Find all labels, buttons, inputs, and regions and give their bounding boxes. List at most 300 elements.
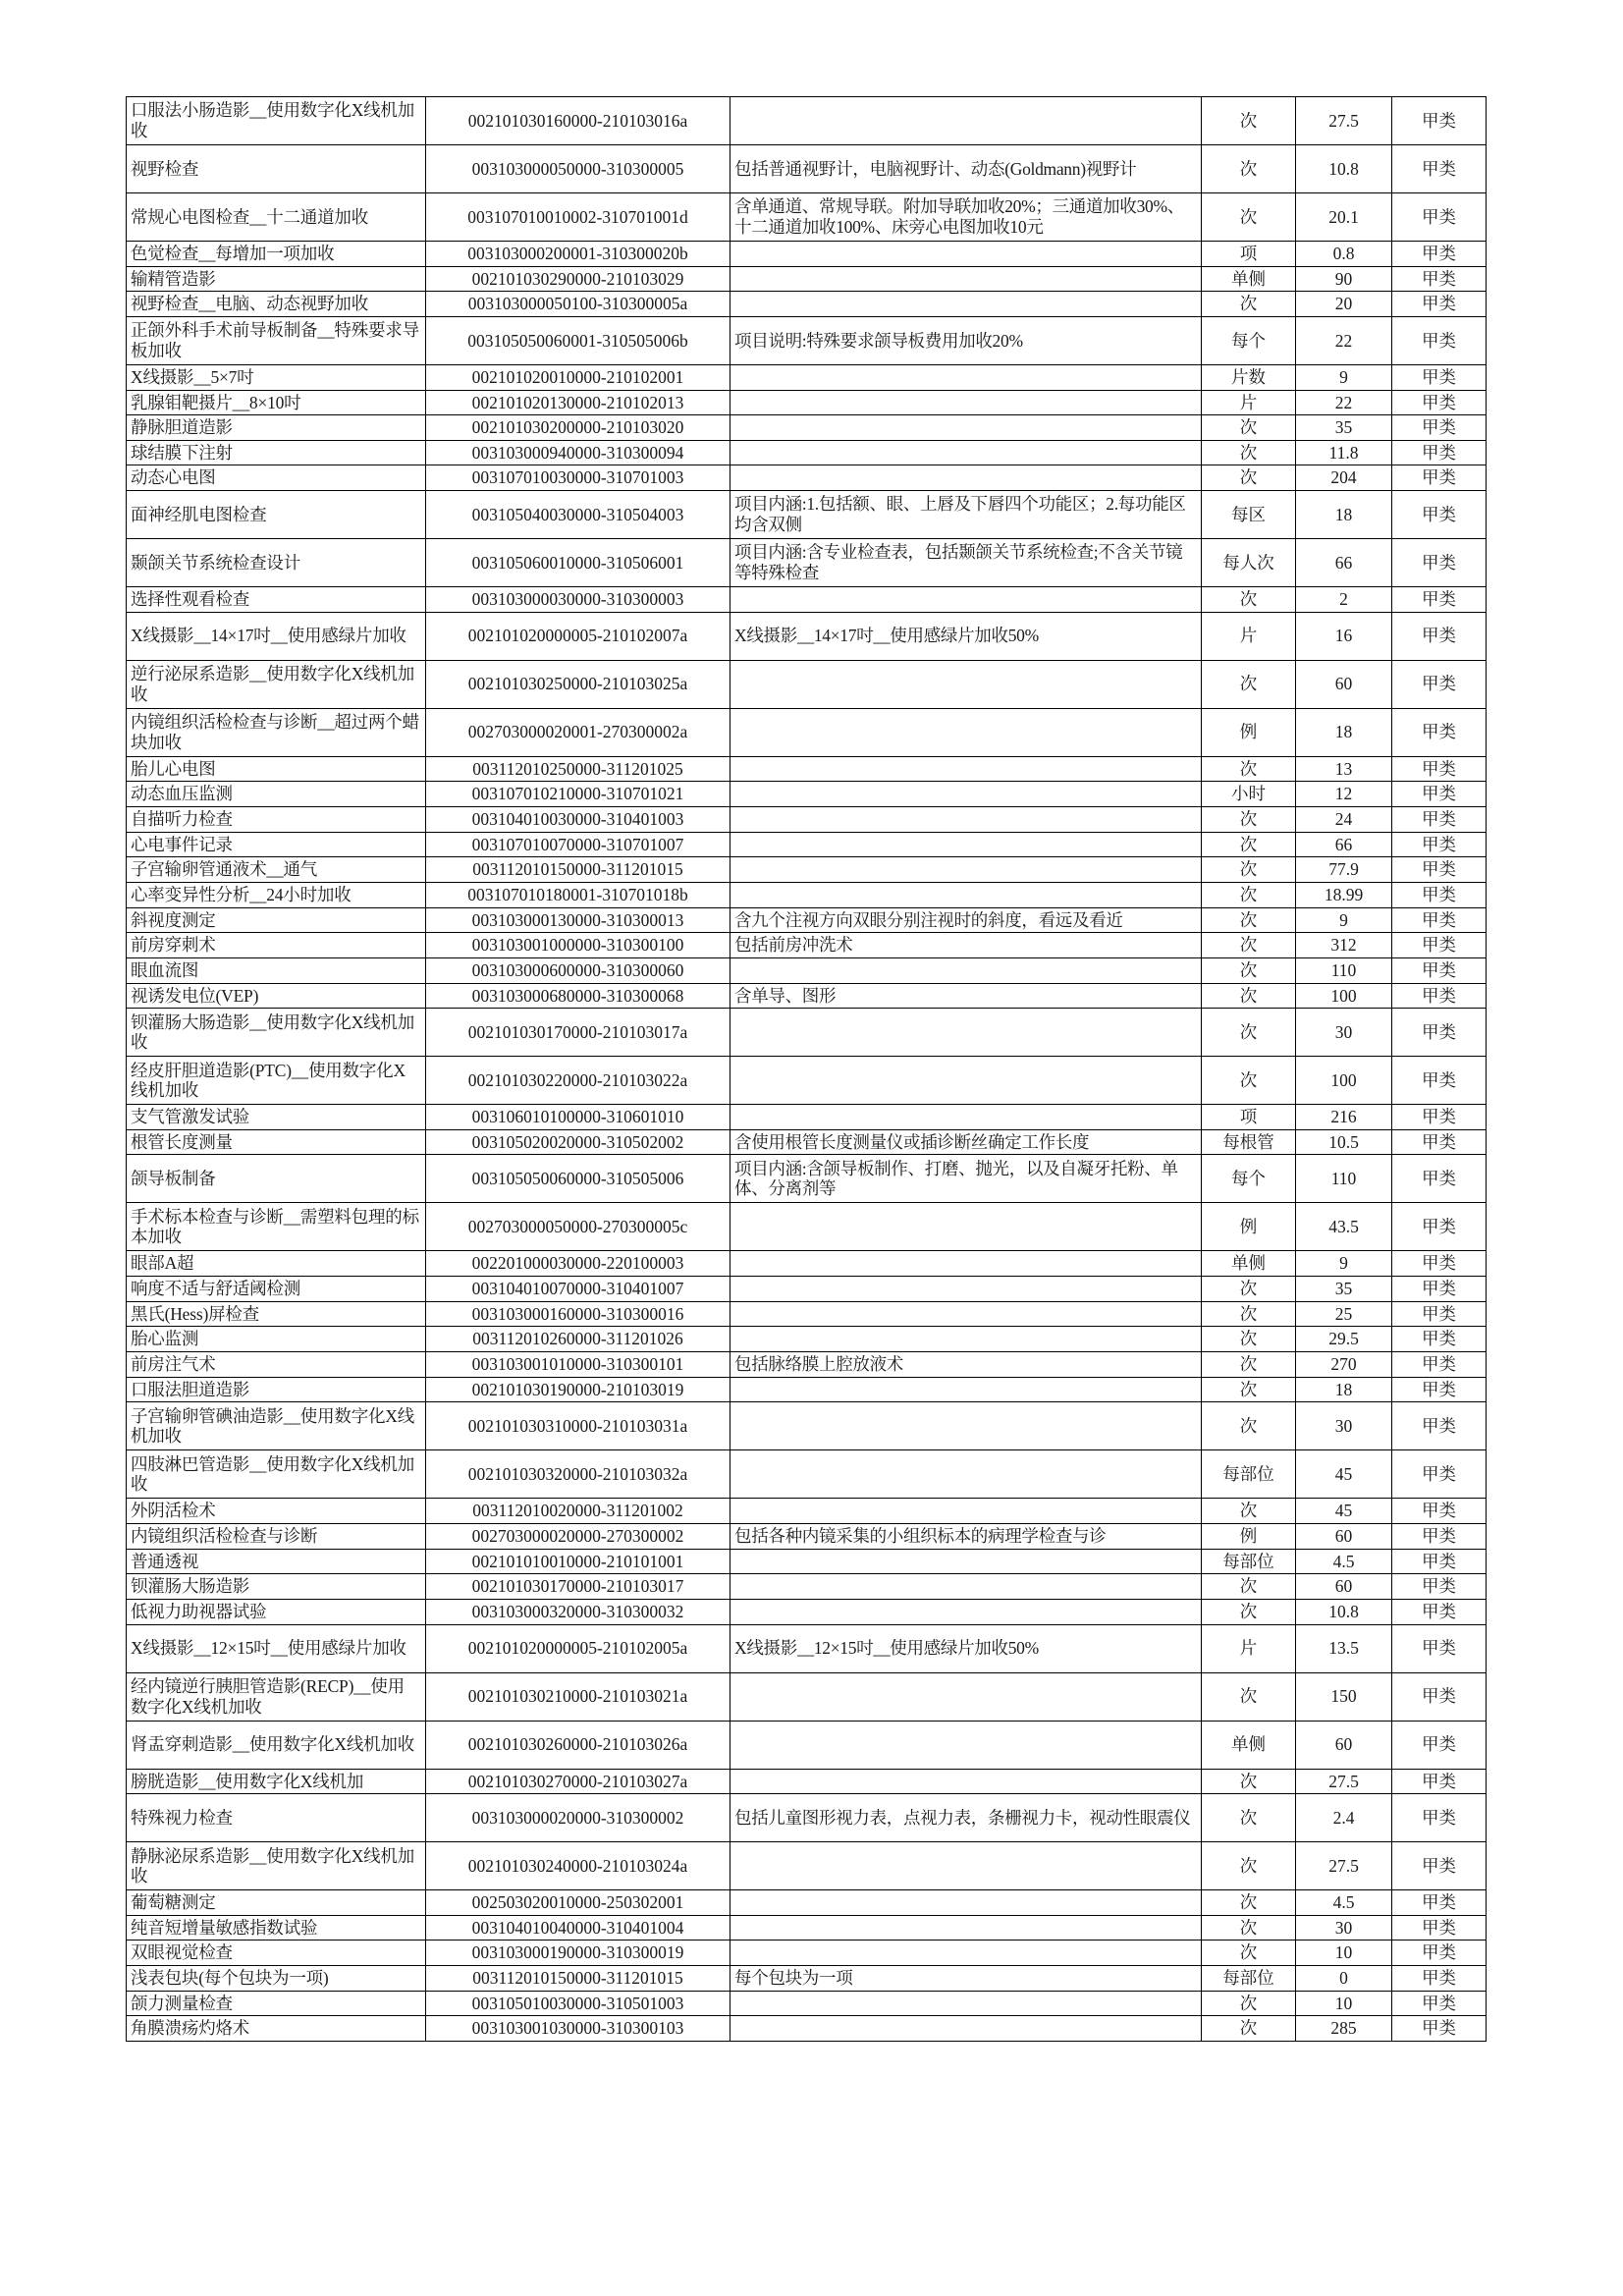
cell-unit: 每根管	[1202, 1129, 1296, 1155]
cell-name: X线摄影__12×15吋__使用感绿片加收	[127, 1624, 426, 1672]
cell-price: 30	[1296, 1009, 1392, 1057]
cell-name: 心率变异性分析__24小时加收	[127, 882, 426, 907]
cell-price: 13.5	[1296, 1624, 1392, 1672]
cell-desc	[730, 1057, 1202, 1105]
cell-class: 甲类	[1392, 1941, 1487, 1966]
cell-code: 003104010040000-310401004	[426, 1915, 730, 1941]
cell-code: 003103000940000-310300094	[426, 440, 730, 465]
cell-name: 口服法小肠造影__使用数字化X线机加收	[127, 97, 426, 145]
cell-price: 90	[1296, 266, 1392, 292]
cell-price: 18	[1296, 708, 1392, 756]
cell-price: 13	[1296, 756, 1392, 782]
cell-class: 甲类	[1392, 1277, 1487, 1302]
cell-desc	[730, 1599, 1202, 1624]
cell-desc	[730, 1499, 1202, 1524]
cell-class: 甲类	[1392, 539, 1487, 587]
cell-desc: 项目说明:特殊要求颌导板费用加收20%	[730, 316, 1202, 364]
table-row	[127, 364, 1487, 390]
cell-code: 002101030170000-210103017	[426, 1574, 730, 1600]
cell-unit: 次	[1202, 933, 1296, 958]
cell-price: 110	[1296, 957, 1392, 983]
cell-price: 60	[1296, 1523, 1392, 1549]
cell-price: 10.8	[1296, 1599, 1392, 1624]
cell-unit: 次	[1202, 465, 1296, 491]
cell-desc	[730, 1769, 1202, 1794]
cell-class: 甲类	[1392, 1377, 1487, 1402]
table-row	[127, 832, 1487, 857]
table-row	[127, 316, 1487, 364]
cell-name: 四肢淋巴管造影__使用数字化X线机加收	[127, 1450, 426, 1499]
cell-desc	[730, 1377, 1202, 1402]
cell-unit: 次	[1202, 1057, 1296, 1105]
table-row	[127, 242, 1487, 267]
cell-class: 甲类	[1392, 832, 1487, 857]
table-row	[127, 1402, 1487, 1450]
cell-desc	[730, 1890, 1202, 1916]
cell-name: 颌力测量检查	[127, 1991, 426, 2016]
cell-price: 100	[1296, 1057, 1392, 1105]
table-row	[127, 1499, 1487, 1524]
cell-class: 甲类	[1392, 1402, 1487, 1450]
cell-code: 002101030200000-210103020	[426, 415, 730, 441]
table-row	[127, 1991, 1487, 2016]
cell-class: 甲类	[1392, 587, 1487, 613]
cell-unit: 次	[1202, 882, 1296, 907]
cell-desc	[730, 1915, 1202, 1941]
cell-code: 003112010150000-311201015	[426, 1966, 730, 1992]
cell-desc	[730, 1672, 1202, 1721]
cell-price: 9	[1296, 364, 1392, 390]
cell-price: 0	[1296, 1966, 1392, 1992]
cell-class: 甲类	[1392, 242, 1487, 267]
cell-unit: 小时	[1202, 782, 1296, 807]
cell-class: 甲类	[1392, 1203, 1487, 1251]
cell-name: 葡萄糖测定	[127, 1890, 426, 1916]
cell-class: 甲类	[1392, 708, 1487, 756]
cell-name: 特殊视力检查	[127, 1794, 426, 1842]
cell-code: 003107010180001-310701018b	[426, 882, 730, 907]
cell-code: 003103001030000-310300103	[426, 2016, 730, 2042]
cell-class: 甲类	[1392, 1251, 1487, 1277]
table-row	[127, 1941, 1487, 1966]
cell-price: 2	[1296, 587, 1392, 613]
cell-unit: 项	[1202, 1105, 1296, 1130]
cell-class: 甲类	[1392, 1549, 1487, 1574]
cell-code: 003103000130000-310300013	[426, 907, 730, 933]
cell-unit: 次	[1202, 1672, 1296, 1721]
table-row	[127, 266, 1487, 292]
cell-class: 甲类	[1392, 957, 1487, 983]
cell-name: 动态心电图	[127, 465, 426, 491]
cell-unit: 次	[1202, 1301, 1296, 1327]
table-row	[127, 415, 1487, 441]
table-row	[127, 193, 1487, 242]
cell-price: 312	[1296, 933, 1392, 958]
cell-price: 9	[1296, 907, 1392, 933]
cell-code: 002703000020001-270300002a	[426, 708, 730, 756]
cell-code: 003104010030000-310401003	[426, 807, 730, 833]
cell-unit: 片数	[1202, 364, 1296, 390]
table-row	[127, 756, 1487, 782]
cell-name: 球结膜下注射	[127, 440, 426, 465]
cell-name: 浅表包块(每个包块为一项)	[127, 1966, 426, 1992]
table-row	[127, 1794, 1487, 1842]
cell-class: 甲类	[1392, 292, 1487, 317]
cell-unit: 每部位	[1202, 1450, 1296, 1499]
table-row	[127, 1574, 1487, 1600]
cell-name: 子宫输卵管碘油造影__使用数字化X线机加收	[127, 1402, 426, 1450]
cell-desc: 包括前房冲洗术	[730, 933, 1202, 958]
table-row	[127, 1523, 1487, 1549]
cell-unit: 次	[1202, 807, 1296, 833]
cell-code: 002101030220000-210103022a	[426, 1057, 730, 1105]
cell-unit: 次	[1202, 1599, 1296, 1624]
table-row	[127, 2016, 1487, 2042]
cell-unit: 次	[1202, 756, 1296, 782]
cell-unit: 每部位	[1202, 1549, 1296, 1574]
cell-code: 003107010210000-310701021	[426, 782, 730, 807]
cell-unit: 次	[1202, 440, 1296, 465]
cell-unit: 次	[1202, 1377, 1296, 1402]
cell-price: 35	[1296, 415, 1392, 441]
cell-code: 002101030160000-210103016a	[426, 97, 730, 145]
cell-name: 选择性观看检查	[127, 587, 426, 613]
cell-desc: 项目内涵:含颌导板制作、打磨、抛光，以及自凝牙托粉、单体、分离剂等	[730, 1155, 1202, 1203]
cell-price: 20	[1296, 292, 1392, 317]
cell-code: 002503020010000-250302001	[426, 1890, 730, 1916]
cell-code: 003112010260000-311201026	[426, 1327, 730, 1352]
cell-price: 77.9	[1296, 857, 1392, 883]
cell-price: 10.8	[1296, 145, 1392, 193]
cell-code: 003103000320000-310300032	[426, 1599, 730, 1624]
cell-unit: 次	[1202, 587, 1296, 613]
cell-class: 甲类	[1392, 1057, 1487, 1105]
cell-code: 003105050060001-310505006b	[426, 316, 730, 364]
cell-desc	[730, 440, 1202, 465]
cell-name: 眼血流图	[127, 957, 426, 983]
cell-desc: 含单通道、常规导联。附加导联加收20%；三通道加收30%、十二通道加收100%、床旁心电图加收10元	[730, 193, 1202, 242]
cell-unit: 次	[1202, 193, 1296, 242]
table-row	[127, 587, 1487, 613]
cell-price: 18.99	[1296, 882, 1392, 907]
cell-code: 003105040030000-310504003	[426, 491, 730, 539]
cell-code: 003107010010002-310701001d	[426, 193, 730, 242]
cell-name: 膀胱造影__使用数字化X线机加	[127, 1769, 426, 1794]
cell-desc	[730, 1549, 1202, 1574]
cell-desc	[730, 1721, 1202, 1769]
table-row	[127, 807, 1487, 833]
cell-unit: 次	[1202, 1794, 1296, 1842]
cell-price: 25	[1296, 1301, 1392, 1327]
cell-desc	[730, 1301, 1202, 1327]
table-row	[127, 1057, 1487, 1105]
cell-name: 胎心监测	[127, 1327, 426, 1352]
cell-desc	[730, 857, 1202, 883]
cell-class: 甲类	[1392, 1129, 1487, 1155]
cell-unit: 次	[1202, 832, 1296, 857]
table-row	[127, 1251, 1487, 1277]
cell-price: 4.5	[1296, 1890, 1392, 1916]
table-row	[127, 612, 1487, 660]
cell-class: 甲类	[1392, 415, 1487, 441]
cell-name: 双眼视觉检查	[127, 1941, 426, 1966]
cell-price: 66	[1296, 832, 1392, 857]
cell-name: 经皮肝胆道造影(PTC)__使用数字化X线机加收	[127, 1057, 426, 1105]
cell-code: 002101030310000-210103031a	[426, 1402, 730, 1450]
cell-desc: 项目内涵:1.包括额、眼、上唇及下唇四个功能区；2.每功能区均含双侧	[730, 491, 1202, 539]
cell-class: 甲类	[1392, 1327, 1487, 1352]
cell-price: 30	[1296, 1402, 1392, 1450]
cell-name: 钡灌肠大肠造影__使用数字化X线机加收	[127, 1009, 426, 1057]
cell-class: 甲类	[1392, 1009, 1487, 1057]
cell-desc	[730, 415, 1202, 441]
cell-class: 甲类	[1392, 1105, 1487, 1130]
cell-class: 甲类	[1392, 316, 1487, 364]
table-row	[127, 292, 1487, 317]
table-row	[127, 1377, 1487, 1402]
table-row	[127, 983, 1487, 1009]
cell-code: 003103000680000-310300068	[426, 983, 730, 1009]
table-row	[127, 1277, 1487, 1302]
cell-code: 003103000190000-310300019	[426, 1941, 730, 1966]
cell-code: 003103001010000-310300101	[426, 1352, 730, 1378]
table-row	[127, 882, 1487, 907]
cell-name: 眼部A超	[127, 1251, 426, 1277]
cell-price: 24	[1296, 807, 1392, 833]
cell-desc	[730, 1327, 1202, 1352]
cell-name: 视野检查__电脑、动态视野加收	[127, 292, 426, 317]
cell-price: 22	[1296, 390, 1392, 415]
cell-price: 2.4	[1296, 1794, 1392, 1842]
cell-price: 60	[1296, 660, 1392, 708]
table-row	[127, 1129, 1487, 1155]
table-row	[127, 1890, 1487, 1916]
cell-code: 003104010070000-310401007	[426, 1277, 730, 1302]
cell-name: 视野检查	[127, 145, 426, 193]
cell-name: 子宫输卵管通液术__通气	[127, 857, 426, 883]
cell-unit: 次	[1202, 1769, 1296, 1794]
cell-desc: 含单导、图形	[730, 983, 1202, 1009]
cell-code: 003105060010000-310506001	[426, 539, 730, 587]
cell-unit: 次	[1202, 292, 1296, 317]
cell-unit: 每个	[1202, 1155, 1296, 1203]
cell-code: 002101010010000-210101001	[426, 1549, 730, 1574]
cell-desc	[730, 1574, 1202, 1600]
cell-class: 甲类	[1392, 266, 1487, 292]
cell-name: 低视力助视器试验	[127, 1599, 426, 1624]
cell-desc	[730, 1941, 1202, 1966]
table-row	[127, 465, 1487, 491]
cell-name: 经内镜逆行胰胆管造影(RECP)__使用数字化X线机加收	[127, 1672, 426, 1721]
cell-name: 静脉泌尿系造影__使用数字化X线机加收	[127, 1842, 426, 1890]
cell-unit: 次	[1202, 1915, 1296, 1941]
cell-desc	[730, 364, 1202, 390]
cell-desc: X线摄影__14×17吋__使用感绿片加收50%	[730, 612, 1202, 660]
cell-price: 11.8	[1296, 440, 1392, 465]
cell-unit: 次	[1202, 1574, 1296, 1600]
table-row	[127, 1203, 1487, 1251]
cell-price: 0.8	[1296, 242, 1392, 267]
cell-desc	[730, 1402, 1202, 1450]
cell-desc: X线摄影__12×15吋__使用感绿片加收50%	[730, 1624, 1202, 1672]
cell-code: 003103000050100-310300005a	[426, 292, 730, 317]
table-row	[127, 1155, 1487, 1203]
cell-desc: 包括脉络膜上腔放液术	[730, 1352, 1202, 1378]
cell-code: 002703000050000-270300005c	[426, 1203, 730, 1251]
cell-code: 002101020000005-210102005a	[426, 1624, 730, 1672]
cell-unit: 次	[1202, 1991, 1296, 2016]
cell-class: 甲类	[1392, 612, 1487, 660]
cell-name: 内镜组织活检检查与诊断__超过两个蜡块加收	[127, 708, 426, 756]
medical-price-table	[126, 96, 1487, 2042]
cell-code: 003103000020000-310300002	[426, 1794, 730, 1842]
cell-price: 66	[1296, 539, 1392, 587]
cell-class: 甲类	[1392, 1794, 1487, 1842]
table-row	[127, 1966, 1487, 1992]
cell-name: 手术标本检查与诊断__需塑料包理的标本加收	[127, 1203, 426, 1251]
cell-price: 22	[1296, 316, 1392, 364]
cell-desc: 包括各种内镜采集的小组织标本的病理学检查与诊	[730, 1523, 1202, 1549]
cell-price: 12	[1296, 782, 1392, 807]
cell-name: 角膜溃疡灼烙术	[127, 2016, 426, 2042]
cell-name: 静脉胆道造影	[127, 415, 426, 441]
cell-unit: 次	[1202, 1009, 1296, 1057]
cell-desc	[730, 390, 1202, 415]
cell-desc: 含使用根管长度测量仪或插诊断丝确定工作长度	[730, 1129, 1202, 1155]
cell-name: 前房穿刺术	[127, 933, 426, 958]
cell-code: 002101030210000-210103021a	[426, 1672, 730, 1721]
cell-code: 002703000020000-270300002	[426, 1523, 730, 1549]
cell-unit: 每区	[1202, 491, 1296, 539]
cell-desc: 包括儿童图形视力表，点视力表，条栅视力卡，视动性眼震仪	[730, 1794, 1202, 1842]
cell-class: 甲类	[1392, 756, 1487, 782]
cell-code: 002101030260000-210103026a	[426, 1721, 730, 1769]
cell-code: 003107010070000-310701007	[426, 832, 730, 857]
cell-name: 内镜组织活检检查与诊断	[127, 1523, 426, 1549]
cell-class: 甲类	[1392, 465, 1487, 491]
cell-class: 甲类	[1392, 1450, 1487, 1499]
cell-class: 甲类	[1392, 1155, 1487, 1203]
cell-code: 002201000030000-220100003	[426, 1251, 730, 1277]
cell-price: 216	[1296, 1105, 1392, 1130]
cell-unit: 次	[1202, 857, 1296, 883]
table-row	[127, 1624, 1487, 1672]
cell-code: 003105020020000-310502002	[426, 1129, 730, 1155]
cell-price: 10	[1296, 1941, 1392, 1966]
cell-desc	[730, 807, 1202, 833]
cell-desc	[730, 660, 1202, 708]
cell-price: 100	[1296, 983, 1392, 1009]
cell-class: 甲类	[1392, 807, 1487, 833]
cell-price: 4.5	[1296, 1549, 1392, 1574]
table-row	[127, 1009, 1487, 1057]
cell-name: 黑氏(Hess)屏检查	[127, 1301, 426, 1327]
cell-unit: 每部位	[1202, 1966, 1296, 1992]
cell-name: 支气管激发试验	[127, 1105, 426, 1130]
cell-desc	[730, 1450, 1202, 1499]
cell-name: 前房注气术	[127, 1352, 426, 1378]
cell-price: 204	[1296, 465, 1392, 491]
table-row	[127, 1105, 1487, 1130]
cell-unit: 次	[1202, 415, 1296, 441]
table-row	[127, 708, 1487, 756]
cell-code: 002101030250000-210103025a	[426, 660, 730, 708]
cell-unit: 次	[1202, 1941, 1296, 1966]
cell-name: 根管长度测量	[127, 1129, 426, 1155]
cell-name: 面神经肌电图检查	[127, 491, 426, 539]
cell-class: 甲类	[1392, 1574, 1487, 1600]
cell-price: 270	[1296, 1352, 1392, 1378]
cell-price: 20.1	[1296, 193, 1392, 242]
cell-code: 003112010250000-311201025	[426, 756, 730, 782]
cell-class: 甲类	[1392, 857, 1487, 883]
table-row	[127, 491, 1487, 539]
cell-unit: 次	[1202, 1402, 1296, 1450]
cell-class: 甲类	[1392, 1890, 1487, 1916]
cell-price: 110	[1296, 1155, 1392, 1203]
table-row	[127, 782, 1487, 807]
cell-desc	[730, 1842, 1202, 1890]
cell-price: 285	[1296, 2016, 1392, 2042]
cell-class: 甲类	[1392, 933, 1487, 958]
cell-code: 002101030240000-210103024a	[426, 1842, 730, 1890]
table-row	[127, 1769, 1487, 1794]
cell-price: 43.5	[1296, 1203, 1392, 1251]
cell-desc: 包括普通视野计，电脑视野计、动态(Goldmann)视野计	[730, 145, 1202, 193]
cell-desc: 含九个注视方向双眼分别注视时的斜度，看远及看近	[730, 907, 1202, 933]
cell-unit: 次	[1202, 1327, 1296, 1352]
cell-name: 钡灌肠大肠造影	[127, 1574, 426, 1600]
cell-desc	[730, 242, 1202, 267]
cell-desc	[730, 2016, 1202, 2042]
cell-unit: 次	[1202, 145, 1296, 193]
cell-desc	[730, 1251, 1202, 1277]
cell-class: 甲类	[1392, 1523, 1487, 1549]
cell-desc	[730, 832, 1202, 857]
cell-code: 002101020130000-210102013	[426, 390, 730, 415]
cell-unit: 每人次	[1202, 539, 1296, 587]
cell-code: 003106010100000-310601010	[426, 1105, 730, 1130]
cell-price: 29.5	[1296, 1327, 1392, 1352]
cell-class: 甲类	[1392, 145, 1487, 193]
table-row	[127, 97, 1487, 145]
cell-unit: 单侧	[1202, 266, 1296, 292]
cell-unit: 例	[1202, 1203, 1296, 1251]
cell-desc: 每个包块为一项	[730, 1966, 1202, 1992]
cell-code: 003103000600000-310300060	[426, 957, 730, 983]
cell-price: 18	[1296, 491, 1392, 539]
table-row	[127, 1352, 1487, 1378]
cell-class: 甲类	[1392, 1915, 1487, 1941]
cell-desc	[730, 1203, 1202, 1251]
cell-price: 10.5	[1296, 1129, 1392, 1155]
cell-desc	[730, 756, 1202, 782]
cell-class: 甲类	[1392, 1842, 1487, 1890]
cell-unit: 片	[1202, 390, 1296, 415]
cell-class: 甲类	[1392, 660, 1487, 708]
cell-name: 响度不适与舒适阈检测	[127, 1277, 426, 1302]
cell-unit: 例	[1202, 1523, 1296, 1549]
cell-name: 动态血压监测	[127, 782, 426, 807]
cell-class: 甲类	[1392, 1499, 1487, 1524]
cell-name: 颞颌关节系统检查设计	[127, 539, 426, 587]
table-row	[127, 660, 1487, 708]
cell-class: 甲类	[1392, 440, 1487, 465]
cell-desc	[730, 97, 1202, 145]
cell-code: 003103001000000-310300100	[426, 933, 730, 958]
cell-name: 胎儿心电图	[127, 756, 426, 782]
cell-class: 甲类	[1392, 1352, 1487, 1378]
